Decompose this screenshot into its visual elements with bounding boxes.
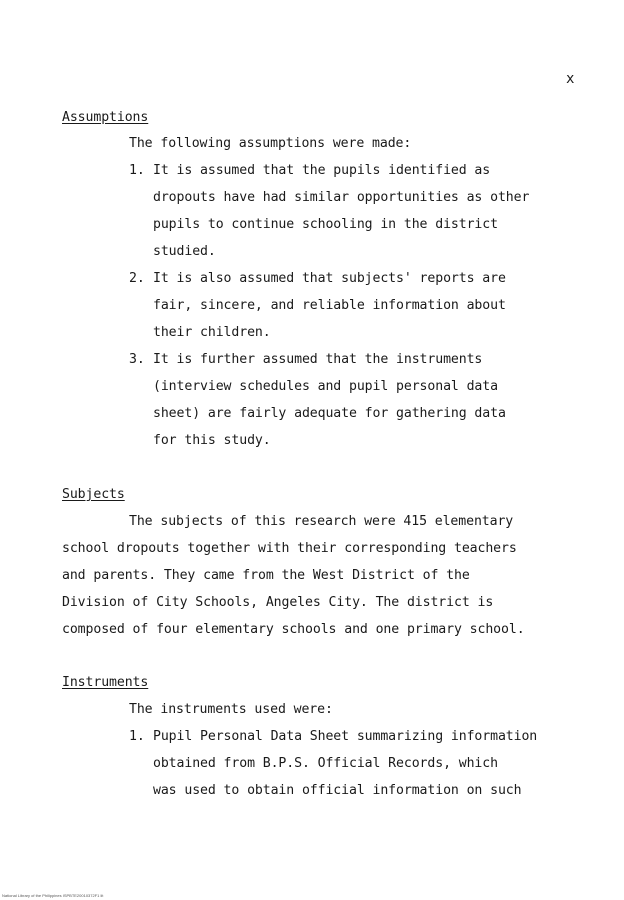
subjects-line-2: school dropouts together with their corresponding teachers: [62, 541, 517, 556]
assumption-2-line-2: fair, sincere, and reliable information about: [153, 298, 506, 313]
assumptions-intro: The following assumptions were made:: [129, 136, 412, 151]
instruments-heading: Instruments: [62, 675, 149, 690]
subjects-line-1: The subjects of this research were 415 elementary: [129, 514, 514, 529]
instrument-1-line-3: was used to obtain official information on such: [153, 783, 522, 798]
assumption-3-line-4: for this study.: [153, 433, 271, 448]
assumption-2-line-3: their children.: [153, 325, 271, 340]
assumption-1-line-3: pupils to continue schooling in the district: [153, 217, 498, 232]
instrument-1-number: 1.: [129, 729, 145, 744]
subjects-heading: Subjects: [62, 487, 125, 502]
subjects-line-4: Division of City Schools, Angeles City. The district is: [62, 595, 494, 610]
assumption-1-line-2: dropouts have had similar opportunities as other: [153, 190, 530, 205]
instruments-intro: The instruments used were:: [129, 702, 333, 717]
assumption-3-line-3: sheet) are fairly adequate for gathering data: [153, 406, 506, 421]
assumption-3-line-1: It is further assumed that the instruments: [153, 352, 483, 367]
assumption-1-line-4: studied.: [153, 244, 216, 259]
instrument-1-line-2: obtained from B.P.S. Official Records, which: [153, 756, 498, 771]
subjects-line-5: composed of four elementary schools and one primary school.: [62, 622, 525, 637]
instrument-1-line-1: Pupil Personal Data Sheet summarizing information: [153, 729, 538, 744]
subjects-line-3: and parents. They came from the West District of the: [62, 568, 470, 583]
assumption-2-line-1: It is also assumed that subjects' reports are: [153, 271, 506, 286]
assumption-1-number: 1.: [129, 163, 145, 178]
assumption-1-line-1: It is assumed that the pupils identified as: [153, 163, 491, 178]
assumption-3-line-2: (interview schedules and pupil personal data: [153, 379, 498, 394]
assumptions-heading: Assumptions: [62, 110, 149, 125]
footer-library-stamp: National Library of the Philippines ISPBTE20010372F1 lit: [2, 893, 104, 898]
assumption-2-number: 2.: [129, 271, 145, 286]
assumption-3-number: 3.: [129, 352, 145, 367]
page-number: x: [566, 71, 575, 87]
